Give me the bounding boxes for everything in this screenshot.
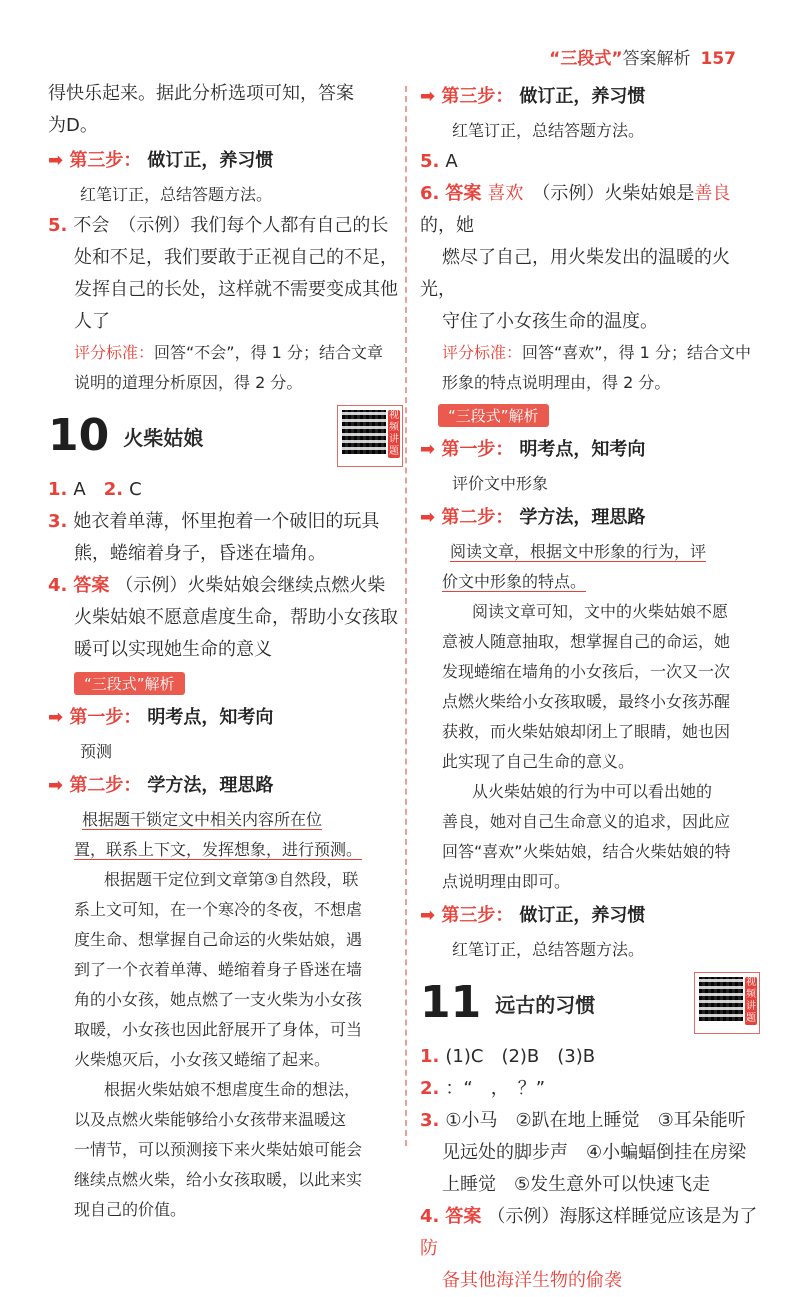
section-name: 远古的习惯: [495, 992, 596, 1017]
step1-heading: ➡ 第一步： 明考点，知考向: [420, 439, 646, 460]
analysis-tag: “三段式”解析: [438, 404, 549, 427]
step3-heading: ➡ 第三步： 做订正，养习惯: [420, 86, 646, 107]
left-column: [48, 78, 403, 1225]
analysis-paragraph-2: 根据火柴姑娘不想虐度生命的想法， 以及点燃火柴能够给小女孩带来温暖这 一情节，可以预测接下来火柴姑娘可能会 继续点燃火柴，给小女孩取暖，以此来实 现自己的价值。: [74, 1080, 363, 1219]
qr-label: 视频讲题: [389, 410, 399, 457]
analysis-paragraph-1: 根据题干定位到文章第③自然段，联 系上文可知，在一个寒冷的冬夜，不想虐 度生命、想掌握自己命运的火柴姑娘，遇 到了一个衣着单薄、蜷缩着身子昏迷在墙 角的小女孩，她点燃了一支火柴为小女孩 取暖，小女孩也因此舒展开了身体，可当 火柴熄灭后，小女孩又蜷缩了起来。: [74, 870, 363, 1069]
step3-heading: ➡ 第三步： 做订正，养习惯: [48, 150, 274, 171]
s11-question-3: 3. ①小马 ②趴在地上睡觉 ③耳朵能听 见远处的脚步声 ④小蝙蝠倒挂在房梁 上睡觉 ⑤发生意外可以快速飞走: [420, 1110, 747, 1195]
question-4: 4. 答案 （示例）火柴姑娘会继续点燃火柴 火柴姑娘不愿意虐度生命，帮助小女孩取 暖可以实现她生命的意义: [48, 575, 398, 660]
section-11-title: [420, 973, 760, 1033]
s11-question-2: 2. ：“ ， ？”: [420, 1078, 546, 1099]
section-number: 10: [48, 410, 110, 461]
step2-heading: ➡ 第二步： 学方法，理思路: [48, 775, 274, 796]
q6-eval: 评分标准：回答“喜欢”，得 1 分；结合文中 形象的特点说明理由，得 2 分。: [442, 343, 751, 392]
step1-detail: 评价文中形象: [452, 474, 549, 493]
question-5: 5. 不会 （示例）我们每个人都有自己的长 处和不足，我们要敢于正视自己的不足， 发挥自己的长处，这样就不需要变成其他 人了: [48, 215, 398, 332]
analysis-tag: “三段式”解析: [74, 672, 185, 695]
q5-eval: 评分标准：回答“不会”，得 1 分；结合文章 说明的道理分析原因，得 2 分。: [74, 343, 383, 392]
analysis-paragraph-2: 从火柴姑娘的行为中可以看出她的 善良，她对自己生命意义的追求，因此应 回答“喜欢”火柴姑娘，结合火柴姑娘的特 点说明理由即可。: [442, 782, 731, 891]
page-header: [549, 44, 742, 69]
header-title: 答案解析: [622, 49, 691, 69]
s11-question-1: 1. (1)C (2)B (3)B: [420, 1046, 596, 1067]
step3-detail: 红笔订正，总结答题方法。: [452, 121, 645, 140]
step3b-heading: ➡ 第三步： 做订正，养习惯: [420, 905, 646, 926]
question-1-2: 1. A 2. C: [48, 479, 142, 500]
qr-label: 视频讲题: [746, 977, 756, 1024]
step1-heading: ➡ 第一步： 明考点，知考向: [48, 707, 274, 728]
step3b-detail: 红笔订正，总结答题方法。: [452, 940, 645, 959]
section-10-title: [48, 406, 403, 466]
question-3: 3. 她衣着单薄，怀里抱着一个破旧的玩具 熊，蜷缩着身子，昏迷在墙角。: [48, 511, 380, 564]
analysis-paragraph-1: 阅读文章可知，文中的火柴姑娘不愿 意被人随意抽取，想掌握自己的命运，她 发现蜷缩在墙角的小女孩后，一次又一次 点燃火柴给小女孩取暖，最终小女孩苏醒 获救，而火柴姑娘却闭上了眼睛，她也因 此实现了自己生命的意义。: [442, 602, 731, 771]
right-column: [420, 78, 760, 1297]
section-number: 11: [420, 977, 482, 1028]
qr-code-icon[interactable]: [694, 972, 760, 1034]
section-name: 火柴姑娘: [123, 425, 204, 450]
s11-question-4: 4. 答案 （示例）海豚这样睡觉应该是为了防 备其他海洋生物的偷袭: [420, 1206, 758, 1291]
continued-text: 得快乐起来。据此分析选项可知，答案 为D。: [48, 83, 354, 136]
step2-heading: ➡ 第二步： 学方法，理思路: [420, 507, 646, 528]
question-5: 5. A: [420, 151, 458, 172]
step2-method: 阅读文章，根据文中形象的行为，评 价文中形象的特点。: [442, 542, 707, 591]
step2-method: 根据题干锁定文中相关内容所在位 置，联系上下文，发挥想象，进行预测。: [74, 810, 363, 859]
question-6: 6. 答案 喜欢 （示例）火柴姑娘是善良的，她 燃尽了自己，用火柴发出的温暖的火光， 守住了小女孩生命的温度。: [420, 183, 731, 332]
qr-code-icon[interactable]: [337, 405, 403, 467]
page-number: 157: [700, 49, 736, 69]
column-divider: [405, 86, 407, 1146]
step3-detail: 红笔订正，总结答题方法。: [80, 185, 273, 204]
step1-detail: 预测: [80, 742, 113, 761]
header-brand: “三段式”: [549, 49, 623, 69]
